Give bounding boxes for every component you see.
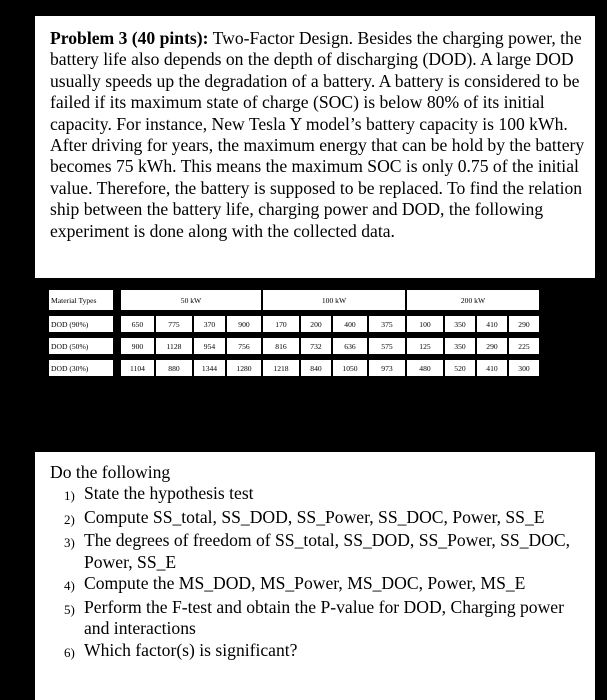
- task-number: 6): [64, 644, 75, 660]
- table-cell: 1050: [333, 360, 367, 376]
- task-item: [64, 507, 589, 531]
- tasks-page: [35, 452, 595, 700]
- table-cell: 636: [333, 338, 367, 354]
- table-corner-label: Material Types: [49, 290, 113, 310]
- table-cell: 650: [121, 316, 154, 332]
- table-cell: 973: [369, 360, 405, 376]
- task-number: 5): [64, 601, 75, 617]
- row-label: DOD (30%): [49, 360, 113, 376]
- problem-body: Two-Factor Design. Besides the charging power, the battery life also depends on the depth of discharging (DOD). A large DOD usually speeds up the degradation of a battery. A battery is considered to be failed if its maximum state of charge (SOC) is below 80% of its initial capacity. For instance, New Tesla Y model’s battery capacity is 100 kWh. After driving for years, the maximum energy that can be hold by the battery becomes 75 kWh. This means the maximum SOC is only 0.75 of the initial value. Therefore, the battery is supposed to be replaced. To find the relation ship between the battery life, charging power and DOD, the following experiment is done along with the collected data.: [50, 28, 585, 241]
- table-cell: 840: [301, 360, 331, 376]
- data-table: [47, 288, 541, 378]
- table-cell: 900: [227, 316, 261, 332]
- task-item: [64, 640, 589, 664]
- task-item: [64, 573, 589, 597]
- task-number: 1): [64, 488, 75, 503]
- table-cell: 816: [263, 338, 299, 354]
- task-item: [64, 483, 589, 507]
- table-cell: 125: [407, 338, 443, 354]
- table-cell: 520: [445, 360, 475, 376]
- table-cell: 200: [301, 316, 331, 332]
- table-cell: 480: [407, 360, 443, 376]
- task-list: [64, 483, 589, 663]
- problem-heading: Problem 3 (40 pints):: [50, 28, 209, 48]
- task-item: [64, 597, 589, 640]
- table-cell: 290: [477, 338, 507, 354]
- table-header-row: [49, 290, 539, 310]
- task-text: Which factor(s) is significant?: [84, 639, 298, 660]
- table-cell: 1128: [156, 338, 192, 354]
- table-cell: 575: [369, 338, 405, 354]
- table-cell: 170: [263, 316, 299, 332]
- task-text: Compute the MS_DOD, MS_Power, MS_DOC, Power, MS_E: [84, 573, 526, 593]
- row-label: DOD (50%): [49, 338, 113, 354]
- tasks-title: Do the following: [50, 462, 171, 482]
- column-group-100kw: 100 kW: [263, 290, 405, 310]
- table-cell: 100: [407, 316, 443, 332]
- data-table-container: [47, 288, 589, 400]
- table-cell: 732: [301, 338, 331, 354]
- table-cell: 756: [227, 338, 261, 354]
- task-item: [64, 530, 589, 573]
- table-cell: 1218: [263, 360, 299, 376]
- column-group-200kw: 200 kW: [407, 290, 539, 310]
- table-cell: 350: [445, 338, 475, 354]
- task-text: State the hypothesis test: [84, 483, 254, 503]
- table-cell: 880: [156, 360, 192, 376]
- table-cell: 775: [156, 316, 192, 332]
- table-cell: 370: [194, 316, 225, 332]
- task-number: 4): [64, 578, 75, 593]
- task-number: 3): [64, 535, 75, 550]
- task-text: The degrees of freedom of SS_total, SS_DOD, SS_Power, SS_DOC, Power, SS_E: [84, 530, 571, 572]
- column-group-50kw: 50 kW: [121, 290, 261, 310]
- row-label: DOD (90%): [49, 316, 113, 332]
- table-row: [49, 360, 539, 376]
- table-cell: 400: [333, 316, 367, 332]
- table-cell: 954: [194, 338, 225, 354]
- table-cell: 1104: [121, 360, 154, 376]
- table-cell: 300: [509, 360, 539, 376]
- table-cell: 225: [509, 338, 539, 354]
- table-cell: 1344: [194, 360, 225, 376]
- table-cell: 350: [445, 316, 475, 332]
- table-cell: 900: [121, 338, 154, 354]
- table-cell: 410: [477, 360, 507, 376]
- table-cell: 410: [477, 316, 507, 332]
- table-row: [49, 338, 539, 354]
- table-row: [49, 316, 539, 332]
- problem-page: [35, 16, 595, 278]
- table-cell: 1280: [227, 360, 261, 376]
- table-cell: 290: [509, 316, 539, 332]
- task-number: 2): [64, 511, 75, 527]
- table-cell: 375: [369, 316, 405, 332]
- problem-statement: [50, 28, 585, 242]
- task-text: Perform the F-test and obtain the P-value for DOD, Charging power and interactions: [84, 596, 564, 638]
- task-text: Compute SS_total, SS_DOD, SS_Power, SS_DOC, Power, SS_E: [84, 506, 545, 527]
